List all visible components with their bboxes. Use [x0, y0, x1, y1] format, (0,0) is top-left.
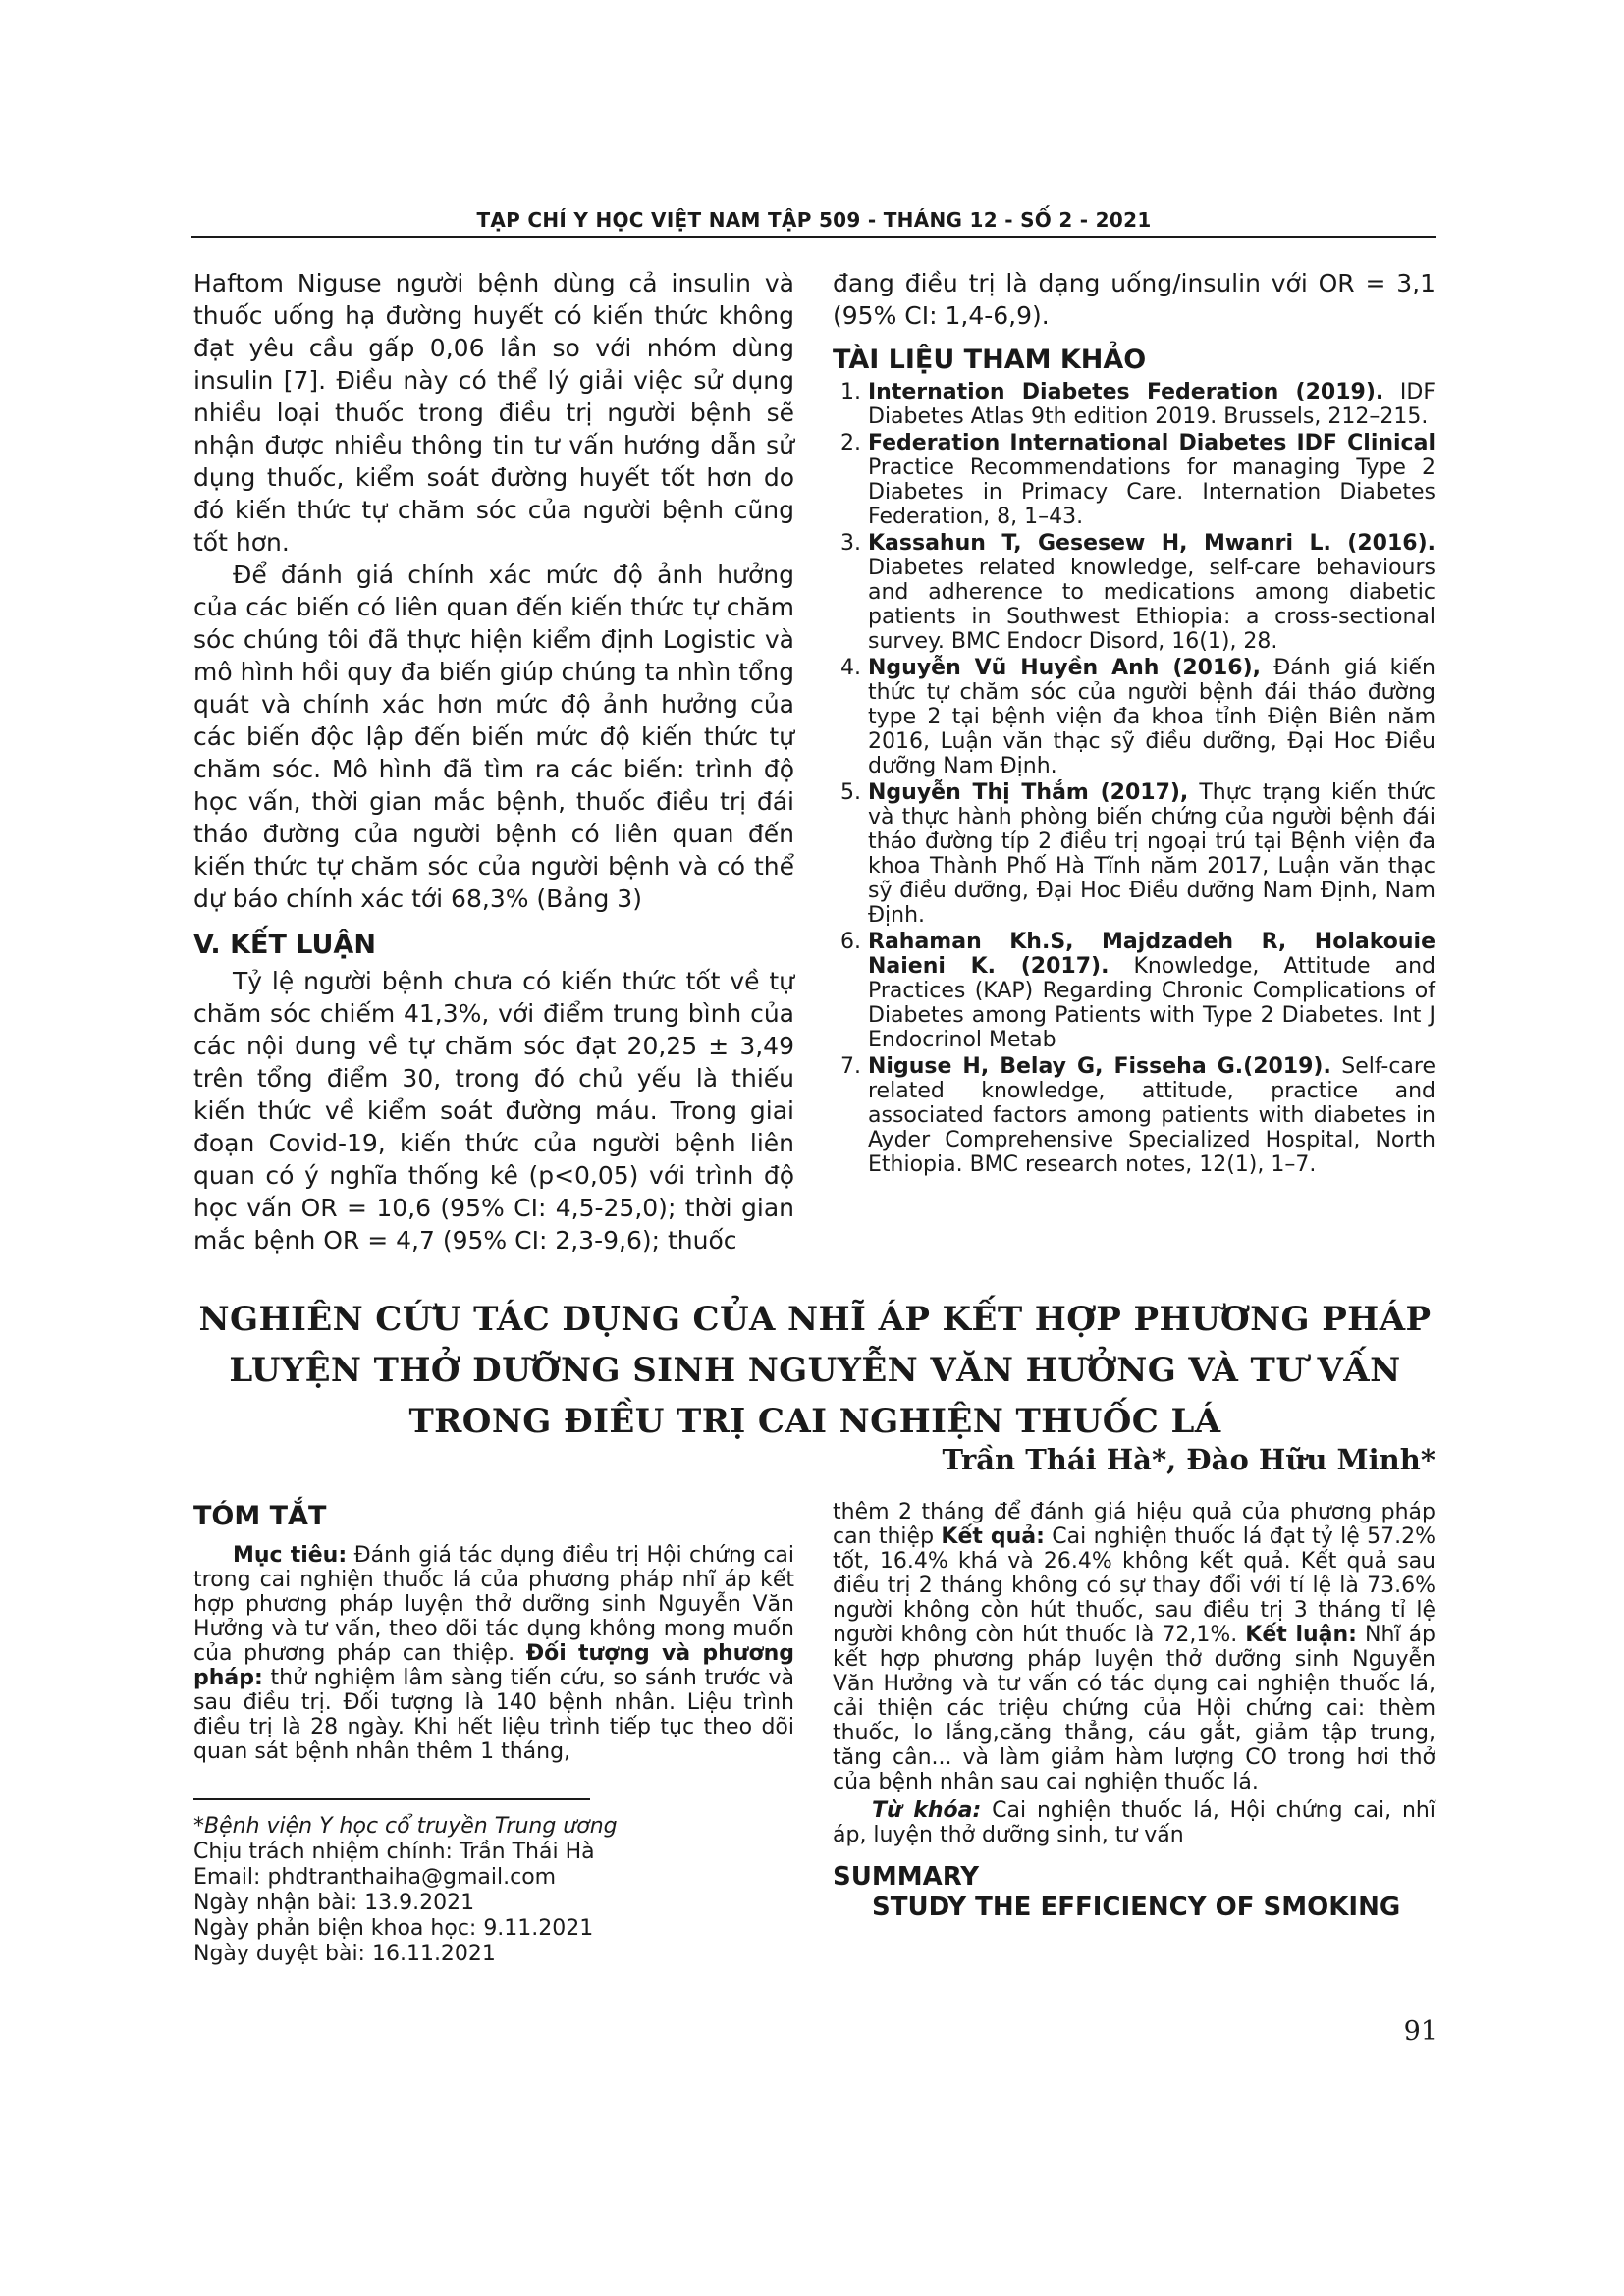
abstract-paragraph	[833, 1500, 1435, 1794]
reference-item	[868, 930, 1435, 1052]
right-column	[833, 267, 1435, 1179]
reference-list	[833, 380, 1435, 1177]
article-authors: Trần Thái Hà*, Đào Hữu Minh*	[942, 1443, 1435, 1476]
footnote-email: Email: phdtranthaiha@gmail.com	[193, 1865, 557, 1890]
reference-text: Đánh giá kiến thức tự chăm sóc của người bệnh đái tháo đường type 2 tại bệnh viện đa khoa tỉnh Điện Biên năm 2016, Luận văn thạc sỹ điều dưỡng, Đại Hoc Điều dưỡng Nam Định.	[868, 656, 1435, 778]
label-results: Kết quả:	[941, 1524, 1045, 1549]
paragraph: Tỷ lệ người bệnh chưa có kiến thức tốt về tự chăm sóc chiếm 41,3%, với điểm trung bình của các nội dung về tự chăm sóc đạt 20,25 ± 3,49 trên tổng điểm 30, trong đó chủ yếu là thiếu kiến thức về kiểm soát đường máu. Trong giai đoạn Covid-19, kiến thức của người bệnh liên quan có ý nghĩa thống kê (p<0,05) với trình độ học vấn OR = 10,6 (95% CI: 4,5-25,0); thời gian mắc bệnh OR = 4,7 (95% CI: 2,3-9,6); thuốc	[193, 967, 794, 1255]
label-methods: Đối tượng và phương pháp:	[193, 1641, 794, 1690]
footnote-affiliation: *Bệnh viện Y học cổ truyền Trung ương	[193, 1814, 618, 1839]
label-objective: Mục tiêu:	[233, 1543, 348, 1568]
abstract-left-column	[193, 1500, 794, 1764]
reference-authors: Nguyễn Vũ Huyền Anh (2016),	[868, 656, 1262, 680]
left-column	[193, 267, 794, 1256]
abstract-text: Nhĩ áp kết hợp phương pháp luyện thở dưỡng sinh Nguyễn Văn Hưởng và tư vấn có tác dụng cai nghiện thuốc lá, cải thiện các triệu chứng của Hội chứng cai: thèm thuốc, lo lắng,căng thẳng, cáu gắt, giảm tập trung, tăng cân... và làm giảm hàm lượng CO trong hơi thở của bệnh nhân sau cai nghiện thuốc lá.	[833, 1623, 1436, 1794]
reference-item	[868, 531, 1435, 654]
abstract-right-column	[833, 1500, 1435, 1920]
journal-header: TẠP CHÍ Y HỌC VIỆT NAM TẬP 509 - THÁNG 12 - SỐ 2 - 2021	[476, 208, 1152, 232]
section-heading-references: TÀI LIỆU THAM KHẢO	[833, 345, 1147, 375]
reference-item	[868, 380, 1435, 429]
reference-text: Self-care related knowledge, attitude, practice and associated factors among patients with diabetes in Ayder Comprehensive Specialized Hospital, North Ethiopia. BMC research notes, 12(1), 1–7.	[868, 1054, 1435, 1177]
reference-authors: Federation International Diabetes IDF Clinical	[868, 431, 1435, 455]
reference-text: Knowledge, Attitude and Practices (KAP) Regarding Chronic Complications of Diabetes among Patients with Type 2 Diabetes. Int J Endocrinol Metab	[868, 954, 1435, 1052]
article-title-line: LUYỆN THỞ DƯỠNG SINH NGUYỄN VĂN HƯỞNG VÀ TƯ VẤN	[229, 1351, 1401, 1390]
reference-text: Diabetes related knowledge, self-care behaviours and adherence to medications among diabetic patients in Southwest Ethiopia: a cross-sectional survey. BMC Endocr Disord, 16(1), 28.	[868, 556, 1435, 654]
article-title-line: TRONG ĐIỀU TRỊ CAI NGHIỆN THUỐC LÁ	[408, 1402, 1221, 1441]
abstract-paragraph	[193, 1543, 794, 1764]
keywords	[833, 1798, 1435, 1847]
summary-title: STUDY THE EFFICIENCY OF SMOKING	[872, 1893, 1401, 1922]
reference-text: Practice Recommendations for managing Type 2 Diabetes in Primacy Care. Internation Diabetes Federation, 8, 1–43.	[868, 455, 1435, 529]
abstract-text: Đánh giá tác dụng điều trị Hội chứng cai trong cai nghiện thuốc lá của phương pháp nhĩ áp kết hợp phương pháp luyện thở dưỡng sinh Nguyễn Văn Hưởng và tư vấn, theo dõi tác dụng không mong muốn của phương pháp can thiệp.	[193, 1543, 795, 1666]
label-keywords: Từ khóa:	[872, 1798, 982, 1823]
abstract-text: thêm 2 tháng để đánh giá hiệu quả của phương pháp can thiệp	[833, 1500, 1435, 1549]
abstract-text: Cai nghiện thuốc lá đạt tỷ lệ 57.2% tốt, 16.4% khá và 26.4% không kết quả. Kết quả sau điều trị 2 tháng không có sự thay đổi với tỉ lệ là 73.6% người không còn hút thuốc, sau điều trị 3 tháng tỉ lệ người không còn hút thuốc là 72,1%.	[833, 1524, 1435, 1647]
section-heading-conclusion: V. KẾT LUẬN	[193, 930, 376, 960]
reference-authors: Niguse H, Belay G, Fisseha G.(2019).	[868, 1054, 1331, 1079]
footnote-received: Ngày nhận bài: 13.9.2021	[193, 1891, 475, 1915]
reference-item	[868, 780, 1435, 928]
abstract-heading: TÓM TẮT	[193, 1501, 327, 1531]
header-rule	[191, 236, 1436, 238]
reference-text: Thực trạng kiến thức và thực hành phòng biến chứng của người bệnh đái tháo đường típ 2 điều trị ngoại trú tại Bệnh viện đa khoa Thành Phố Hà Tĩnh năm 2017, Luận văn thạc sỹ điều dưỡng, Đại Hoc Điều dưỡng Nam Định, Nam Định.	[868, 780, 1435, 928]
footnote-responsible: Chịu trách nhiệm chính: Trần Thái Hà	[193, 1840, 595, 1864]
footnote-accepted: Ngày duyệt bài: 16.11.2021	[193, 1942, 496, 1966]
reference-authors: Rahaman Kh.S, Majdzadeh R, Holakouie Naieni K. (2017).	[868, 930, 1435, 979]
page-number: 91	[1403, 2016, 1437, 2047]
footnote-reviewed: Ngày phản biện khoa học: 9.11.2021	[193, 1916, 594, 1941]
paragraph: đang điều trị là dạng uống/insulin với OR = 3,1 (95% CI: 1,4-6,9).	[833, 269, 1435, 330]
article-title-line: NGHIÊN CỨU TÁC DỤNG CỦA NHĨ ÁP KẾT HỢP PHƯƠNG PHÁP	[198, 1300, 1432, 1339]
footnote-rule	[193, 1798, 590, 1800]
summary-heading: SUMMARY	[833, 1862, 980, 1892]
reference-text: IDF Diabetes Atlas 9th edition 2019. Brussels, 212–215.	[868, 380, 1435, 429]
paragraph: Để đánh giá chính xác mức độ ảnh hưởng của các biến có liên quan đến kiến thức tự chăm sóc chúng tôi đã thực hiện kiểm định Logistic và mô hình hồi quy đa biến giúp chúng ta nhìn tổng quát và chính xác hơn mức độ ảnh hưởng của các biến độc lập đến biến mức độ kiến thức tự chăm sóc. Mô hình đã tìm ra các biến: trình độ học vấn, thời gian mắc bệnh, thuốc điều trị đái tháo đường của người bệnh có liên quan đến kiến thức tự chăm sóc của người bệnh và có thể dự báo chính xác tới 68,3% (Bảng 3)	[193, 561, 794, 913]
reference-authors: Kassahun T, Gesesew H, Mwanri L. (2016).	[868, 531, 1435, 556]
label-conclusion: Kết luận:	[1245, 1623, 1357, 1647]
reference-authors: Nguyễn Thị Thắm (2017),	[868, 780, 1189, 805]
abstract-text: thử nghiệm lâm sàng tiến cứu, so sánh trước và sau điều trị. Đối tượng là 140 bệnh nhân. Liệu trình điều trị là 28 ngày. Khi hết liệu trình tiếp tục theo dõi quan sát bệnh nhân thêm 1 tháng,	[193, 1666, 794, 1764]
reference-authors: Internation Diabetes Federation (2019).	[868, 380, 1384, 404]
reference-item	[868, 1054, 1435, 1177]
paragraph: Haftom Niguse người bệnh dùng cả insulin và thuốc uống hạ đường huyết có kiến thức không đạt yêu cầu gấp 0,06 lần so với nhóm dùng insulin [7]. Điều này có thể lý giải việc sử dụng nhiều loại thuốc trong điều trị người bệnh sẽ nhận được nhiều thông tin tư vấn hướng dẫn sử dụng thuốc, kiểm soát đường huyết tốt hơn do đó kiến thức tự chăm sóc của người bệnh cũng tốt hơn.	[193, 269, 794, 557]
keywords-text: Cai nghiện thuốc lá, Hội chứng cai, nhĩ áp, luyện thở dưỡng sinh, tư vấn	[833, 1798, 1435, 1847]
reference-item	[868, 656, 1435, 778]
footnote	[193, 1814, 794, 1967]
article-title	[196, 1294, 1434, 1447]
reference-item	[868, 431, 1435, 529]
